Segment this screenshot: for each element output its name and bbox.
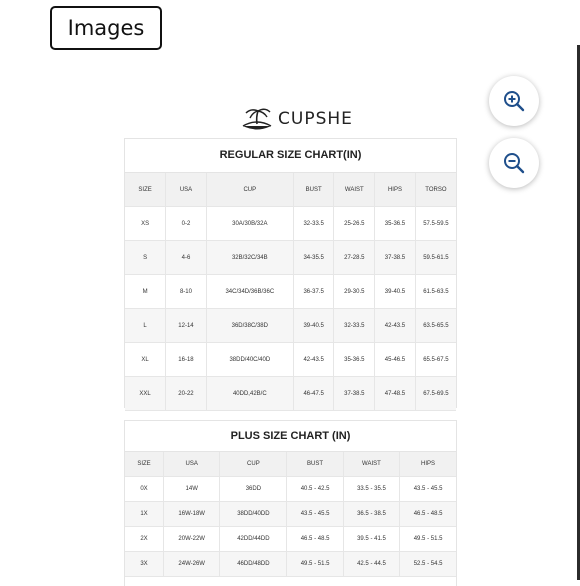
table-cell: 36D/38C/38D: [206, 309, 293, 343]
zoom-in-button[interactable]: [489, 76, 539, 126]
table-cell: S: [125, 241, 166, 275]
regular-chart-title: REGULAR SIZE CHART(IN): [125, 139, 456, 173]
column-header: BUST: [293, 173, 334, 207]
table-cell: 49.5 - 51.5: [287, 552, 343, 577]
table-cell: 34C/34D/36B/36C: [206, 275, 293, 309]
table-cell: 39-40.5: [293, 309, 334, 343]
zoom-out-icon: [502, 151, 526, 175]
brand-logo: [240, 105, 353, 133]
column-header: HIPS: [400, 452, 456, 477]
table-cell: 1X: [125, 502, 164, 527]
table-cell: 16-18: [166, 343, 207, 377]
table-cell: 12-14: [166, 309, 207, 343]
column-header: USA: [164, 452, 220, 477]
table-cell: 37-38.5: [334, 377, 375, 411]
table-row: [125, 275, 456, 309]
table-cell: 67.5-69.5: [415, 377, 456, 411]
column-header: CUP: [206, 173, 293, 207]
table-cell: 47-48.5: [375, 377, 416, 411]
table-row: [125, 343, 456, 377]
table-cell: 38DD/40DD: [220, 502, 287, 527]
table-cell: 29-30.5: [334, 275, 375, 309]
table-cell: 0-2: [166, 207, 207, 241]
table-cell: 3X: [125, 552, 164, 577]
table-cell: 4-6: [166, 241, 207, 275]
table-cell: 32B/32C/34B: [206, 241, 293, 275]
table-cell: 36DD: [220, 477, 287, 502]
table-row: [125, 477, 456, 502]
table-cell: 61.5-63.5: [415, 275, 456, 309]
table-cell: 38DD/40C/40D: [206, 343, 293, 377]
column-header: BUST: [287, 452, 343, 477]
table-cell: 39.5 - 41.5: [343, 527, 399, 552]
table-row: [125, 207, 456, 241]
table-cell: M: [125, 275, 166, 309]
plus-size-chart: [125, 421, 456, 586]
table-cell: 34-35.5: [293, 241, 334, 275]
table-cell: 27-28.5: [334, 241, 375, 275]
table-cell: 36-37.5: [293, 275, 334, 309]
regular-size-chart: [125, 139, 456, 407]
table-cell: 35-36.5: [375, 207, 416, 241]
table-cell: 2X: [125, 527, 164, 552]
table-row: [125, 377, 456, 411]
table-cell: 0X: [125, 477, 164, 502]
zoom-in-icon: [502, 89, 526, 113]
table-cell: 42DD/44DD: [220, 527, 287, 552]
table-cell: 39-40.5: [375, 275, 416, 309]
plus-size-table: [125, 452, 456, 577]
table-cell: 65.5-67.5: [415, 343, 456, 377]
table-cell: 63.5-65.5: [415, 309, 456, 343]
table-cell: XL: [125, 343, 166, 377]
table-row: [125, 552, 456, 577]
table-row: [125, 309, 456, 343]
table-cell: 46DD/48DD: [220, 552, 287, 577]
table-cell: 24W-26W: [164, 552, 220, 577]
column-header: TORSO: [415, 173, 456, 207]
column-header: WAIST: [343, 452, 399, 477]
table-row: [125, 502, 456, 527]
zoom-out-button[interactable]: [489, 138, 539, 188]
table-cell: 40DD,42B/C: [206, 377, 293, 411]
column-header: WAIST: [334, 173, 375, 207]
table-cell: 16W-18W: [164, 502, 220, 527]
table-cell: 46-47.5: [293, 377, 334, 411]
column-header: SIZE: [125, 173, 166, 207]
table-cell: 57.5-59.5: [415, 207, 456, 241]
palm-tree-island-icon: [240, 106, 274, 132]
table-cell: 25-26.5: [334, 207, 375, 241]
table-cell: 20-22: [166, 377, 207, 411]
plus-chart-title: PLUS SIZE CHART (IN): [125, 421, 456, 452]
table-cell: 32-33.5: [334, 309, 375, 343]
table-cell: 8-10: [166, 275, 207, 309]
images-button[interactable]: Images: [50, 6, 162, 50]
table-cell: 37-38.5: [375, 241, 416, 275]
table-cell: 14W: [164, 477, 220, 502]
table-cell: 52.5 - 54.5: [400, 552, 456, 577]
table-cell: 42-43.5: [293, 343, 334, 377]
table-cell: 20W-22W: [164, 527, 220, 552]
brand-name: CUPSHE: [278, 109, 353, 129]
column-header: CUP: [220, 452, 287, 477]
table-cell: 40.5 - 42.5: [287, 477, 343, 502]
table-cell: 43.5 - 45.5: [400, 477, 456, 502]
table-cell: 59.5-61.5: [415, 241, 456, 275]
column-header: USA: [166, 173, 207, 207]
table-cell: 46.5 - 48.5: [287, 527, 343, 552]
table-cell: XS: [125, 207, 166, 241]
table-row: [125, 241, 456, 275]
table-cell: L: [125, 309, 166, 343]
table-cell: 42-43.5: [375, 309, 416, 343]
table-cell: 36.5 - 38.5: [343, 502, 399, 527]
table-cell: 49.5 - 51.5: [400, 527, 456, 552]
table-cell: 45-46.5: [375, 343, 416, 377]
table-cell: 42.5 - 44.5: [343, 552, 399, 577]
table-cell: 46.5 - 48.5: [400, 502, 456, 527]
table-cell: 35-36.5: [334, 343, 375, 377]
table-cell: XXL: [125, 377, 166, 411]
column-header: SIZE: [125, 452, 164, 477]
table-cell: 30A/30B/32A: [206, 207, 293, 241]
table-cell: 43.5 - 45.5: [287, 502, 343, 527]
table-cell: 33.5 - 35.5: [343, 477, 399, 502]
table-cell: 32-33.5: [293, 207, 334, 241]
regular-size-table: [125, 173, 456, 411]
column-header: HIPS: [375, 173, 416, 207]
table-row: [125, 527, 456, 552]
